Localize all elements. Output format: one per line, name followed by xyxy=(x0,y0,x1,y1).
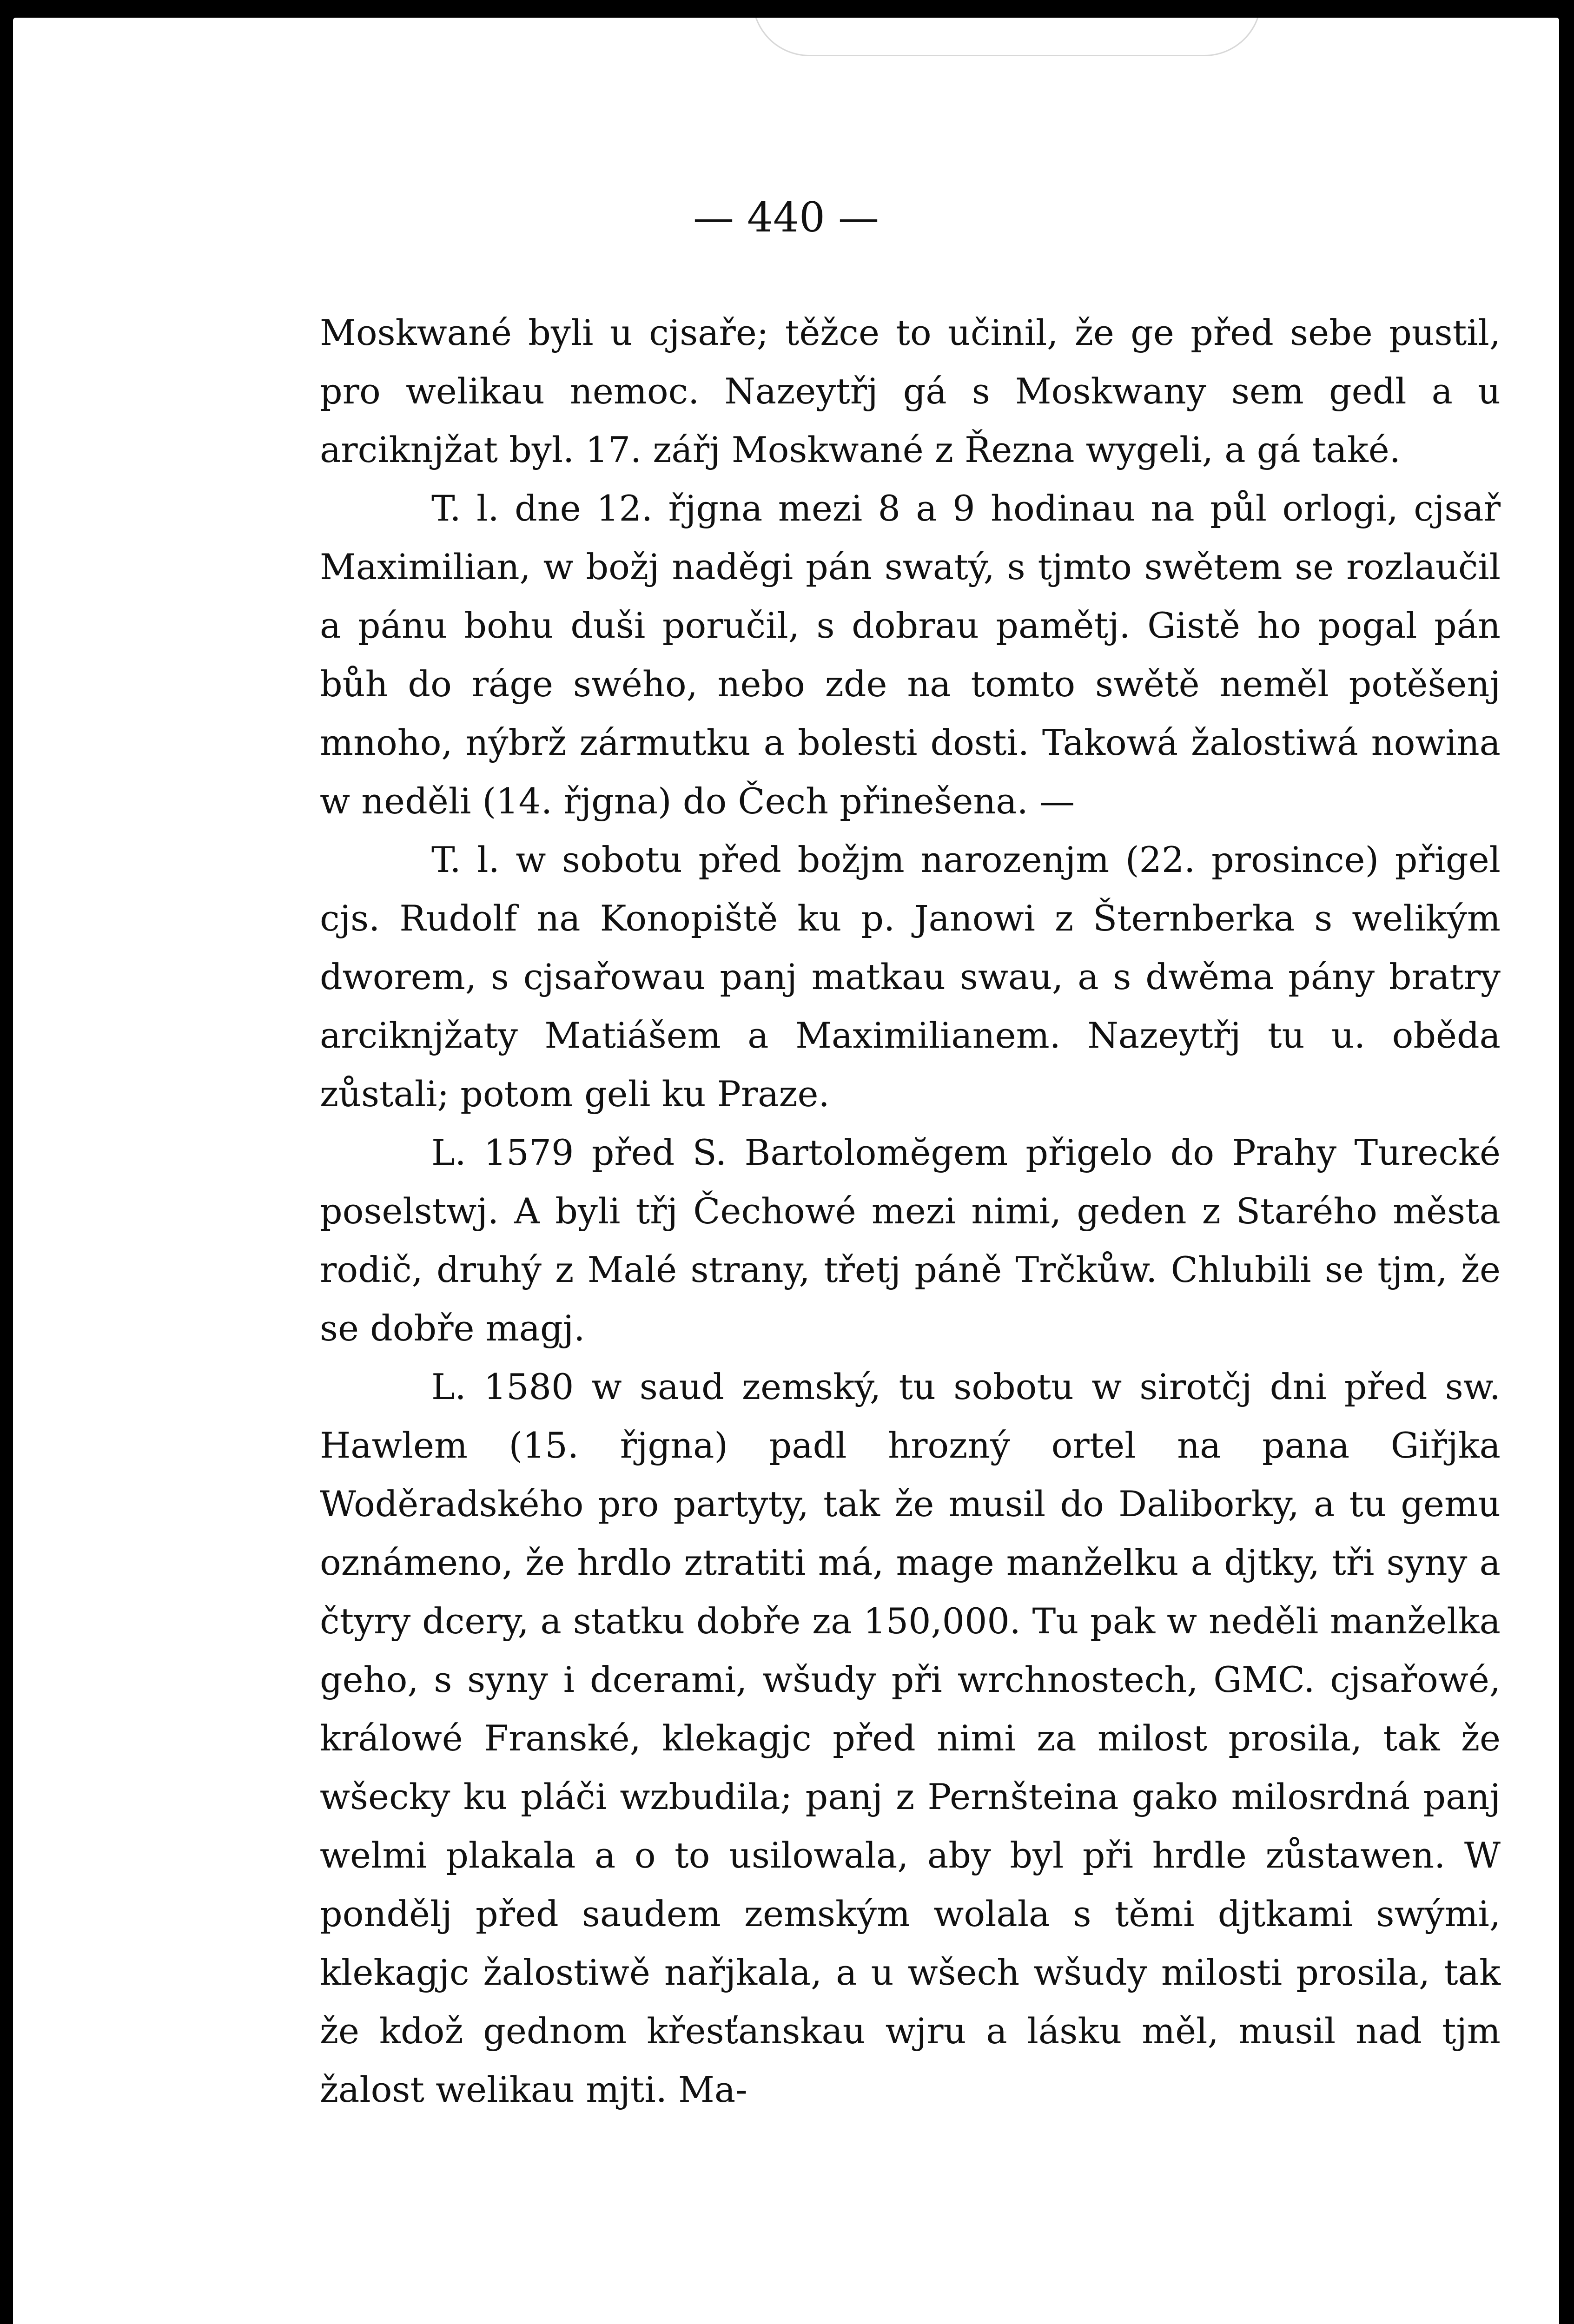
paragraph: L. 1580 w saud zemský, tu sobotu w sirotčj dni před sw. Hawlem (15. řjgna) padl hrozný ortel na pana Giřjka Woděradského pro partyty, tak že musil do Daliborky, a tu gemu oznámeno, že hrdlo ztratiti má, mage manželku a djtky, tři syny a čtyry dcery, a statku dobře za 150,000. Tu pak w neděli manželka geho, s syny i dcerami, wšudy při wrchnostech, GMC. cjsařowé, králowé Franské, klekagjc před nimi za milost prosila, tak že wšecky ku pláči wzbudila; panj z Pernšteina gako milosrdná panj welmi plakala a o to usilowala, aby byl při hrdle zůstawen. W pondělj před saudem zemským wolala s těmi djtkami swými, klekagjc žalostiwě nařjkala, a u wšech wšudy milosti prosila, tak že kdož gednom křesťanskau wjru a lásku měl, musil nad tjm žalost welikau mjti. Ma- xyxy=(320,1366,1501,2110)
page-number: — 440 — xyxy=(693,193,879,241)
paragraph: L. 1579 před S. Bartolomĕgem přigelo do Prahy Turecké poselstwj. A byli třj Čechowé mezi nimi, geden z Starého města rodič, druhý z Malé strany, třetj páně Trčkůw. Chlubili se tjm, že se dobře magj. xyxy=(320,1132,1501,1349)
body-text xyxy=(320,304,1501,2119)
book-page xyxy=(13,18,1559,2324)
paragraph: T. l. w sobotu před božjm narozenjm (22. prosince) přigel cjs. Rudolf na Konopiště ku p. Janowi z Šternberka s welikým dworem, s cjsařowau panj matkau swau, a s dwěma pány bratry arciknjžaty Matiášem a Maximilianem. Nazeytřj tu u. oběda zůstali; potom geli ku Praze. xyxy=(320,839,1501,1115)
paragraph: T. l. dne 12. řjgna mezi 8 a 9 hodinau na půl orlogi, cjsař Maximilian, w božj naděgi pán swatý, s tjmto swětem se rozlaučil a pánu bohu duši poručil, s dobrau pamětj. Gistě ho pogal pán bůh do ráge swého, nebo zde na tomto swětě neměl potěšenj mnoho, nýbrž zármutku a bolesti dosti. Takowá žalostiwá nowina w neděli (14. řjgna) do Čech přinešena. — xyxy=(320,488,1501,822)
paragraph: Moskwané byli u cjsaře; těžce to učinil, že ge před sebe pustil, pro welikau nemoc. Nazeytřj gá s Moskwany sem gedl a u arciknjžat byl. 17. zářj Moskwané z Řezna wygeli, a gá také. xyxy=(320,312,1501,470)
scan-artifact xyxy=(752,18,1262,56)
